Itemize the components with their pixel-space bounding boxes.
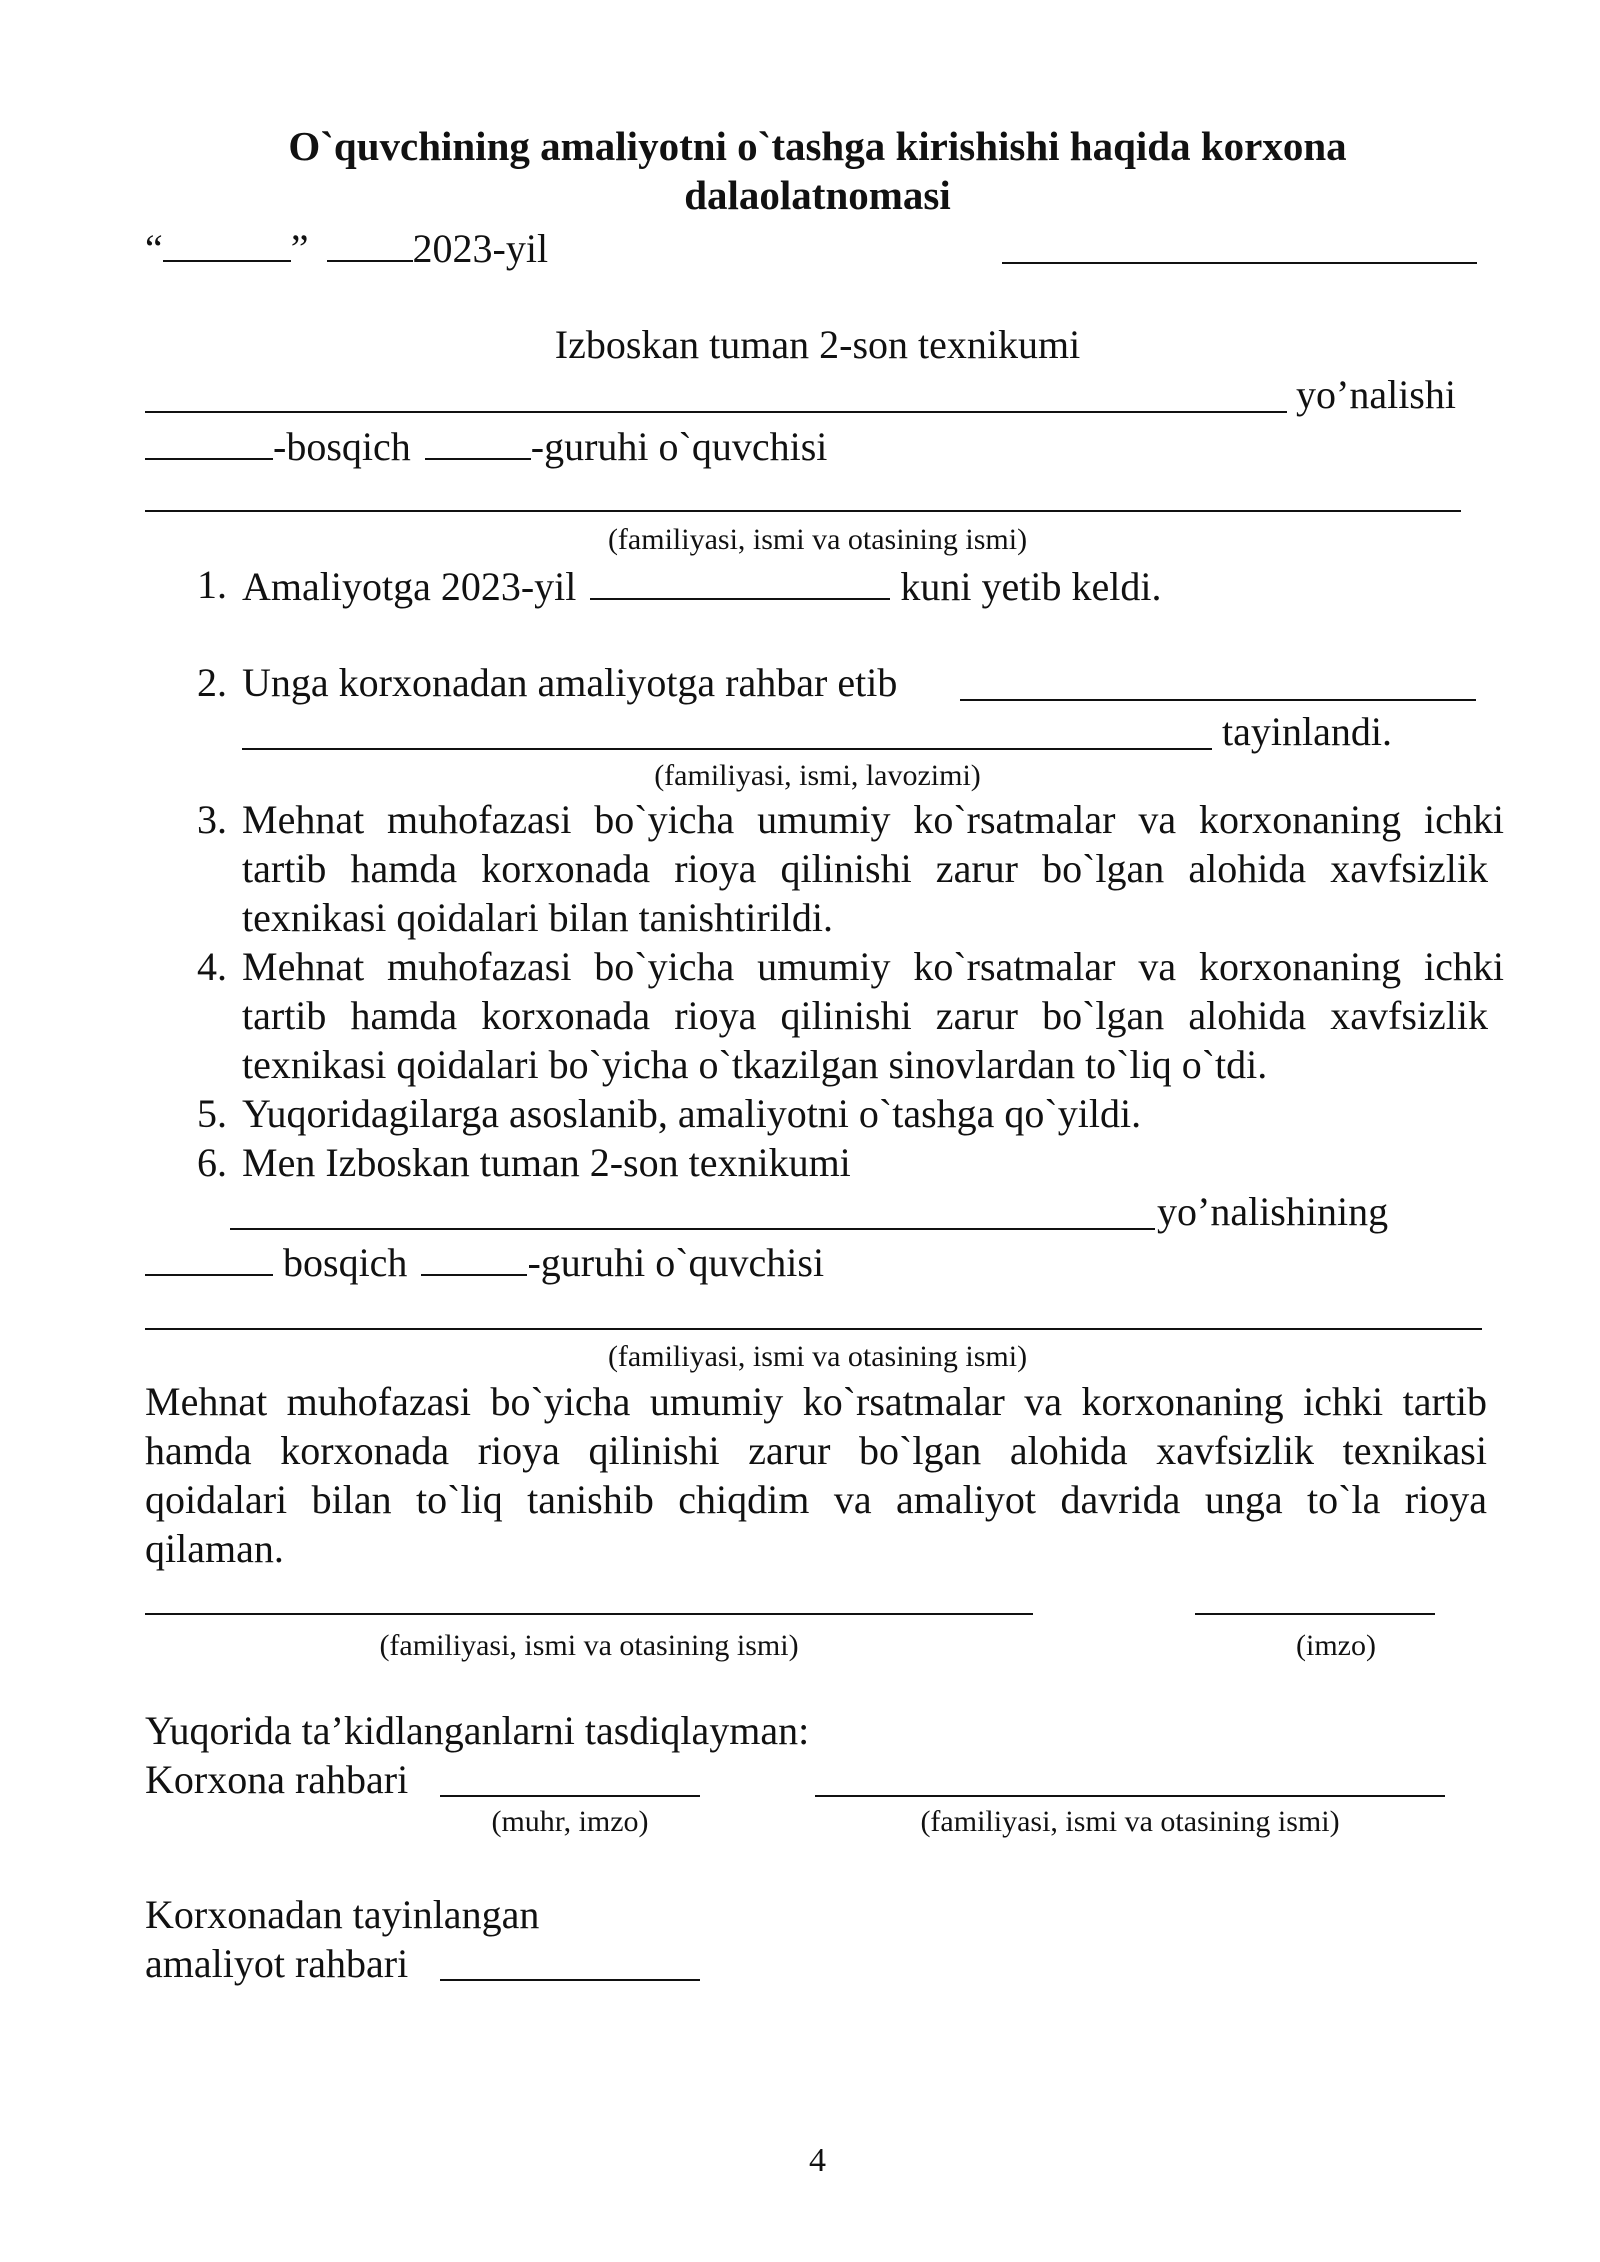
stage-label: -bosqich [273, 424, 411, 469]
direction-label: yo’nalishi [1296, 372, 1456, 417]
approval-text: Yuqorida ta’kidlanganlarni tasdiqlayman: [145, 1708, 810, 1753]
place-blank[interactable] [1002, 262, 1477, 264]
item-3-line-2: tartib hamda korxonada rioya qilinishi zarur bo`lgan alohida xavfsizlik [242, 846, 1488, 891]
head-seal-blank[interactable] [440, 1795, 700, 1797]
title-line-1: O`quvchining amaliyotni o`tashga kirishishi haqida korxona [288, 123, 1347, 169]
item-4-line-2: tartib hamda korxonada rioya qilinishi zarur bo`lgan alohida xavfsizlik [242, 993, 1488, 1038]
group-label: -guruhi o`quvchisi [530, 424, 828, 469]
item-2-text-before: Unga korxonadan amaliyotga rahbar etib [242, 660, 898, 705]
item-6-text: Men Izboskan tuman 2-son texnikumi [242, 1140, 851, 1185]
declaration-line-1: Mehnat muhofazasi bo`yicha umumiy ko`rsatmalar va korxonaning ichki tartib [145, 1379, 1487, 1424]
item-2-text-after: tayinlandi. [1222, 709, 1392, 754]
seal-caption: (muhr, imzo) [491, 1805, 649, 1838]
head-name-caption: (familiyasi, ismi va otasining ismi) [920, 1805, 1340, 1838]
item-6-direction-label: yo’nalishining [1157, 1189, 1389, 1234]
item-6-name-caption: (familiyasi, ismi va otasining ismi) [607, 1340, 1028, 1373]
declaration-line-4: qilaman. [145, 1526, 284, 1571]
item-5-number: 5. [197, 1091, 227, 1136]
date-close-quote: ” [290, 226, 309, 271]
date-open-quote: “ [145, 226, 163, 271]
item-4-line-3: texnikasi qoidalari bo`yicha o`tkazilgan sinovlardan to`liq o`tdi. [242, 1042, 1268, 1087]
declarant-name-caption: (familiyasi, ismi va otasining ismi) [379, 1629, 799, 1662]
item-6-direction-blank[interactable] [230, 1228, 1155, 1230]
date-row [145, 222, 548, 273]
student-name-blank[interactable] [145, 510, 1461, 512]
item-3-number: 3. [197, 797, 227, 842]
stage-blank[interactable] [145, 420, 273, 460]
group-blank[interactable] [425, 420, 531, 460]
supervisor-blank-2[interactable] [242, 748, 1212, 750]
declaration-line-3: qoidalari bilan to`liq tanishib chiqdim va amaliyot davrida unga to`la rioya [145, 1477, 1487, 1522]
head-label: Korxona rahbari [145, 1757, 409, 1802]
supervisor-label-line-1: Korxonadan tayinlangan [145, 1892, 540, 1937]
supervisor-label-line-2: amaliyot rahbari [145, 1941, 409, 1986]
stage-group-row [145, 420, 827, 471]
student-name-caption: (familiyasi, ismi va otasining ismi) [607, 523, 1028, 556]
signature-caption: (imzo) [1296, 1629, 1376, 1662]
institution-name: Izboskan tuman 2-son texnikumi [554, 322, 1081, 367]
head-name-blank[interactable] [815, 1795, 1445, 1797]
item-4-line-1: Mehnat muhofazasi bo`yicha umumiy ko`rsatmalar va korxonaning ichki [242, 944, 1504, 989]
item-4-number: 4. [197, 944, 227, 989]
item-1-number: 1. [197, 562, 227, 607]
item-6-group-label: -guruhi o`quvchisi [527, 1240, 825, 1285]
arrival-date-blank[interactable] [590, 560, 890, 600]
declarant-name-blank[interactable] [145, 1613, 1033, 1615]
direction-blank[interactable] [145, 411, 1287, 413]
item-2-number: 2. [197, 660, 227, 705]
item-6-name-blank[interactable] [145, 1328, 1482, 1330]
declarant-signature-blank[interactable] [1195, 1613, 1435, 1615]
item-3-line-1: Mehnat muhofazasi bo`yicha umumiy ko`rsatmalar va korxonaning ichki [242, 797, 1504, 842]
title-line-2: dalaolatnomasi [684, 172, 951, 218]
supervisor-signature-blank[interactable] [440, 1979, 700, 1981]
item-6-stage-label: bosqich [283, 1240, 408, 1285]
item-6-stage-group-row [145, 1236, 824, 1287]
day-blank[interactable] [163, 222, 291, 262]
item-1-text-before: Amaliyotga 2023-yil [242, 564, 577, 609]
item-6-group-blank[interactable] [421, 1236, 527, 1276]
supervisor-blank-1[interactable] [960, 699, 1476, 701]
item-1-text-after: kuni yetib keldi. [900, 564, 1162, 609]
date-year: 2023-yil [412, 226, 549, 271]
declaration-line-2: hamda korxonada rioya qilinishi zarur bo`lgan alohida xavfsizlik texnikasi [145, 1428, 1487, 1473]
supervisor-caption: (familiyasi, ismi, lavozimi) [654, 759, 981, 792]
item-6-number: 6. [197, 1140, 227, 1185]
item-6-stage-blank[interactable] [145, 1236, 273, 1276]
item-5-text: Yuqoridagilarga asoslanib, amaliyotni o`tashga qo`yildi. [242, 1091, 1142, 1136]
month-blank[interactable] [327, 222, 413, 262]
item-3-line-3: texnikasi qoidalari bilan tanishtirildi. [242, 895, 833, 940]
item-1 [242, 560, 1161, 611]
page-number: 4 [809, 2142, 826, 2179]
